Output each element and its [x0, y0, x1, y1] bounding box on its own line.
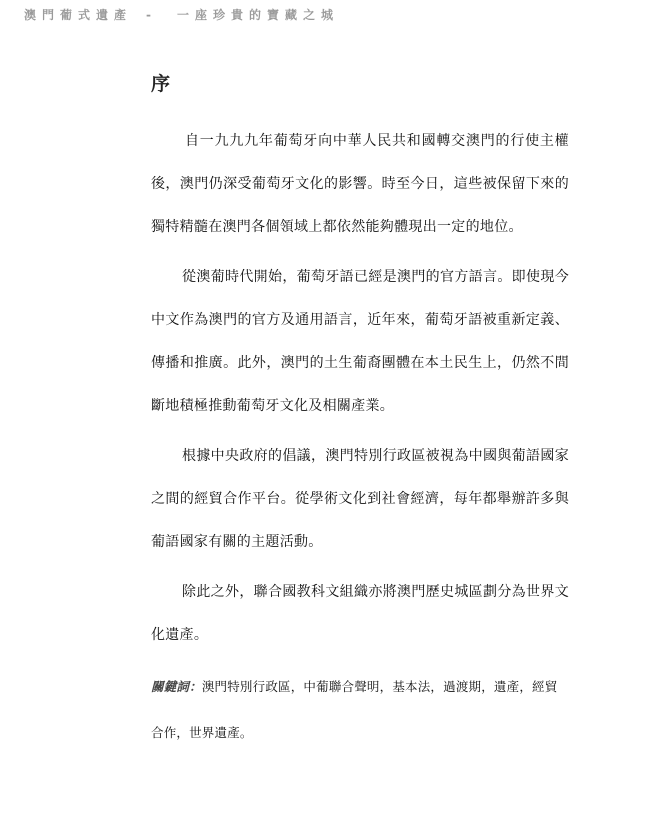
- keywords-text: 澳門特別行政區，中葡聯合聲明，基本法，過渡期，遺產，經貿合作，世界遺產。: [151, 679, 558, 740]
- keywords-label: 關鍵詞：: [151, 679, 202, 694]
- section-title: 序: [151, 73, 171, 95]
- header-separator: -: [146, 8, 157, 22]
- page-body: [151, 68, 569, 756]
- header-left-text: 澳門葡式遺產: [24, 8, 133, 22]
- paragraph-1: 自一九九九年葡萄牙向中華人民共和國轉交澳門的行使主權後，澳門仍深受葡萄牙文化的影響。時至今日，這些被保留下來的獨特精髓在澳門各個領域上都依然能夠體現出一定的地位。: [151, 133, 569, 235]
- paragraph-4: 除此之外，聯合國教科文組織亦將澳門歷史城區劃分為世界文化遺產。: [151, 584, 569, 643]
- keywords: [151, 664, 569, 756]
- running-header: [24, 6, 339, 23]
- header-right-text: 一座珍貴的寶藏之城: [177, 8, 340, 22]
- paragraph-2: 從澳葡時代開始，葡萄牙語已經是澳門的官方語言。即使現今中文作為澳門的官方及通用語言，近年來，葡萄牙語被重新定義、傳播和推廣。此外，澳門的土生葡裔團體在本土民生上，仍然不間斷地積極推動葡萄牙文化及相關產業。: [151, 269, 569, 414]
- paragraph-3: 根據中央政府的倡議，澳門特別行政區被視為中國與葡語國家之間的經貿合作平台。從學術文化到社會經濟，每年都舉辦許多與葡語國家有關的主題活動。: [151, 448, 569, 550]
